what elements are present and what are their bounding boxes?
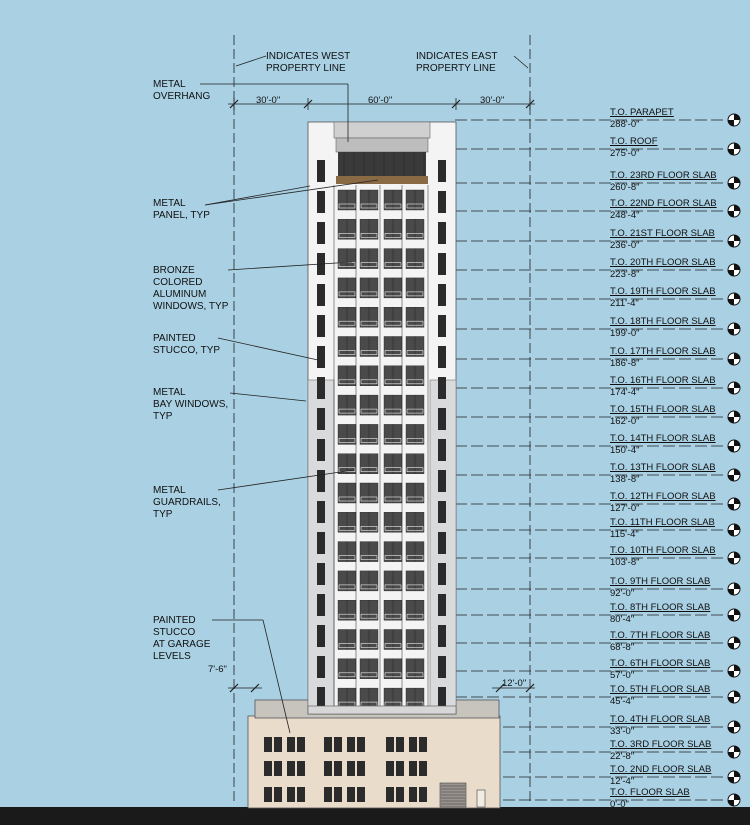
garage-window bbox=[274, 737, 282, 752]
level-marker bbox=[728, 293, 740, 305]
note-painted-stucco: PAINTED STUCCO, TYP bbox=[153, 333, 221, 356]
side-window bbox=[317, 594, 325, 616]
side-window bbox=[317, 532, 325, 554]
garage-window bbox=[419, 787, 427, 802]
level-marker-quadrant bbox=[734, 353, 740, 359]
garage-window bbox=[297, 737, 305, 752]
side-window bbox=[317, 656, 325, 678]
garage-window bbox=[274, 761, 282, 776]
garage-window bbox=[297, 761, 305, 776]
level-marker bbox=[728, 177, 740, 189]
level-name: T.O. 15TH FLOOR SLAB bbox=[610, 404, 716, 415]
east-property-line-note: INDICATES EAST PROPERTY LINE bbox=[416, 51, 498, 74]
side-window bbox=[438, 222, 446, 244]
side-window bbox=[438, 532, 446, 554]
level-name: T.O. 12TH FLOOR SLAB bbox=[610, 491, 716, 502]
level-elevation: 127'-0" bbox=[610, 503, 640, 514]
level-name: T.O. 4TH FLOOR SLAB bbox=[610, 714, 711, 725]
level-marker-quadrant bbox=[728, 183, 734, 189]
side-window bbox=[317, 191, 325, 213]
level-marker bbox=[728, 440, 740, 452]
side-window bbox=[438, 284, 446, 306]
level-marker bbox=[728, 524, 740, 536]
level-marker bbox=[728, 721, 740, 733]
level-name: T.O. 3RD FLOOR SLAB bbox=[610, 739, 712, 750]
east-property-line-leader bbox=[514, 56, 528, 68]
garage-window bbox=[287, 737, 295, 752]
garage-window bbox=[409, 761, 417, 776]
level-marker-quadrant bbox=[728, 643, 734, 649]
level-marker bbox=[728, 609, 740, 621]
garage-window bbox=[264, 787, 272, 802]
level-marker bbox=[728, 665, 740, 677]
leader-metal-bay-windows bbox=[230, 393, 306, 401]
leader-metal-panel bbox=[205, 186, 310, 205]
level-marker-quadrant bbox=[728, 752, 734, 758]
level-marker-quadrant bbox=[728, 446, 734, 452]
level-elevation: 68'-8" bbox=[610, 642, 635, 653]
level-marker bbox=[728, 637, 740, 649]
level-name: T.O. 17TH FLOOR SLAB bbox=[610, 346, 716, 357]
level-elevation: 150'-4" bbox=[610, 445, 640, 456]
side-window bbox=[317, 439, 325, 461]
side-window bbox=[438, 346, 446, 368]
level-name: T.O. 2ND FLOOR SLAB bbox=[610, 764, 712, 775]
note-stucco-garage: PAINTED STUCCO AT GARAGE LEVELS bbox=[153, 615, 211, 662]
level-marker bbox=[728, 235, 740, 247]
level-elevation: 275'-0" bbox=[610, 148, 640, 159]
garage-window bbox=[396, 787, 404, 802]
side-window bbox=[438, 625, 446, 647]
level-elevation: 260'-8" bbox=[610, 182, 640, 193]
level-marker bbox=[728, 469, 740, 481]
level-marker-quadrant bbox=[734, 293, 740, 299]
garage-window bbox=[264, 761, 272, 776]
level-marker-quadrant bbox=[728, 388, 734, 394]
side-window bbox=[317, 501, 325, 523]
level-marker bbox=[728, 583, 740, 595]
level-marker-quadrant bbox=[728, 615, 734, 621]
level-marker-quadrant bbox=[728, 727, 734, 733]
level-name: T.O. 7TH FLOOR SLAB bbox=[610, 630, 711, 641]
level-elevation: 223'-8" bbox=[610, 269, 640, 280]
side-window bbox=[317, 408, 325, 430]
side-window bbox=[438, 501, 446, 523]
crown-windows bbox=[338, 152, 426, 176]
side-window bbox=[438, 563, 446, 585]
level-marker-quadrant bbox=[734, 691, 740, 697]
level-name: T.O. 6TH FLOOR SLAB bbox=[610, 658, 711, 669]
level-marker-quadrant bbox=[734, 143, 740, 149]
level-marker bbox=[728, 771, 740, 783]
side-window bbox=[317, 222, 325, 244]
level-marker-quadrant bbox=[734, 440, 740, 446]
level-marker-quadrant bbox=[728, 777, 734, 783]
level-marker-quadrant bbox=[728, 211, 734, 217]
side-window bbox=[317, 315, 325, 337]
level-marker-quadrant bbox=[728, 120, 734, 126]
level-elevation: 103'-8" bbox=[610, 557, 640, 568]
side-window bbox=[438, 439, 446, 461]
level-marker-quadrant bbox=[734, 498, 740, 504]
level-marker-quadrant bbox=[728, 359, 734, 365]
ground bbox=[0, 807, 750, 825]
garage-window bbox=[287, 787, 295, 802]
level-elevation: 22'-8" bbox=[610, 751, 635, 762]
level-marker-quadrant bbox=[734, 721, 740, 727]
side-window bbox=[317, 284, 325, 306]
level-elevation: 162'-0" bbox=[610, 416, 640, 427]
level-name: T.O. 22ND FLOOR SLAB bbox=[610, 198, 717, 209]
side-window bbox=[438, 315, 446, 337]
west-podium-dimension: 7'-6" bbox=[208, 664, 227, 675]
garage-window bbox=[419, 761, 427, 776]
level-elevation: 138'-8" bbox=[610, 474, 640, 485]
garage-window bbox=[324, 787, 332, 802]
level-marker bbox=[728, 114, 740, 126]
level-marker-quadrant bbox=[728, 697, 734, 703]
level-marker-quadrant bbox=[728, 270, 734, 276]
level-marker-quadrant bbox=[728, 417, 734, 423]
level-marker-quadrant bbox=[734, 235, 740, 241]
level-elevation: 0'-0" bbox=[610, 799, 629, 810]
level-name: T.O. 8TH FLOOR SLAB bbox=[610, 602, 711, 613]
level-marker-quadrant bbox=[728, 299, 734, 305]
level-elevation: 12'-4" bbox=[610, 776, 635, 787]
level-marker-quadrant bbox=[728, 329, 734, 335]
garage-window bbox=[386, 737, 394, 752]
side-window bbox=[317, 346, 325, 368]
level-elevation: 199'-0" bbox=[610, 328, 640, 339]
garage-window bbox=[324, 737, 332, 752]
level-marker bbox=[728, 382, 740, 394]
side-window bbox=[438, 191, 446, 213]
level-marker bbox=[728, 552, 740, 564]
level-name: T.O. 21ST FLOOR SLAB bbox=[610, 228, 715, 239]
level-marker-quadrant bbox=[734, 264, 740, 270]
level-marker bbox=[728, 143, 740, 155]
level-marker-quadrant bbox=[734, 609, 740, 615]
west-property-line-note: INDICATES WEST PROPERTY LINE bbox=[266, 51, 351, 74]
east-podium-dimension: 12'-0" bbox=[502, 678, 527, 689]
level-marker bbox=[728, 411, 740, 423]
level-marker bbox=[728, 746, 740, 758]
side-window bbox=[438, 656, 446, 678]
east-setback-dimension: 30'-0" bbox=[480, 95, 505, 106]
level-name: T.O. 14TH FLOOR SLAB bbox=[610, 433, 716, 444]
level-marker-quadrant bbox=[728, 149, 734, 155]
level-elevation: 186'-8" bbox=[610, 358, 640, 369]
level-marker-quadrant bbox=[728, 800, 734, 806]
level-marker-quadrant bbox=[728, 530, 734, 536]
level-elevation: 80'-4" bbox=[610, 614, 635, 625]
tower-width-dimension: 60'-0" bbox=[368, 95, 393, 106]
level-marker-quadrant bbox=[728, 589, 734, 595]
garage-window bbox=[386, 761, 394, 776]
garage-window bbox=[347, 737, 355, 752]
garage-window bbox=[324, 761, 332, 776]
level-marker bbox=[728, 794, 740, 806]
level-name: T.O. 5TH FLOOR SLAB bbox=[610, 684, 711, 695]
level-name: T.O. 20TH FLOOR SLAB bbox=[610, 257, 716, 268]
level-name: T.O. 9TH FLOOR SLAB bbox=[610, 576, 711, 587]
level-name: T.O. ROOF bbox=[610, 136, 658, 147]
level-name: T.O. 19TH FLOOR SLAB bbox=[610, 286, 716, 297]
level-marker bbox=[728, 205, 740, 217]
level-marker bbox=[728, 498, 740, 510]
level-marker-quadrant bbox=[734, 411, 740, 417]
level-marker-quadrant bbox=[734, 205, 740, 211]
level-marker-quadrant bbox=[734, 746, 740, 752]
level-name: T.O. 13TH FLOOR SLAB bbox=[610, 462, 716, 473]
level-marker-quadrant bbox=[728, 558, 734, 564]
garage-window bbox=[264, 737, 272, 752]
tower-canopy bbox=[308, 706, 456, 714]
level-elevation: 92'-0" bbox=[610, 588, 635, 599]
garage-window bbox=[357, 761, 365, 776]
level-marker-quadrant bbox=[728, 504, 734, 510]
west-property-line-leader bbox=[236, 56, 266, 66]
level-marker bbox=[728, 353, 740, 365]
level-marker-quadrant bbox=[728, 241, 734, 247]
level-marker-quadrant bbox=[734, 177, 740, 183]
garage-window bbox=[357, 787, 365, 802]
garage-window bbox=[409, 787, 417, 802]
garage-window bbox=[396, 737, 404, 752]
service-door bbox=[477, 790, 485, 807]
level-elevation: 288'-0" bbox=[610, 119, 640, 130]
level-marker bbox=[728, 264, 740, 276]
garage-window bbox=[386, 787, 394, 802]
note-metal-overhang: METAL OVERHANG bbox=[153, 79, 211, 102]
level-name: T.O. 11TH FLOOR SLAB bbox=[610, 517, 715, 528]
side-window bbox=[317, 377, 325, 399]
garage-window bbox=[334, 737, 342, 752]
level-name: T.O. 10TH FLOOR SLAB bbox=[610, 545, 716, 556]
side-window bbox=[438, 377, 446, 399]
level-name: T.O. 18TH FLOOR SLAB bbox=[610, 316, 716, 327]
level-marker-quadrant bbox=[734, 665, 740, 671]
west-setback-dimension: 30'-0" bbox=[256, 95, 281, 106]
side-window bbox=[438, 408, 446, 430]
metal-overhang bbox=[336, 138, 428, 152]
level-elevation: 57'-0" bbox=[610, 670, 635, 681]
side-window bbox=[317, 625, 325, 647]
side-window bbox=[438, 470, 446, 492]
level-elevation: 45'-4" bbox=[610, 696, 635, 707]
metal-panel-band bbox=[336, 176, 428, 184]
side-window bbox=[317, 563, 325, 585]
level-marker-quadrant bbox=[734, 583, 740, 589]
level-name: T.O. 23RD FLOOR SLAB bbox=[610, 170, 717, 181]
side-window bbox=[317, 160, 325, 182]
garage-window bbox=[334, 787, 342, 802]
side-window bbox=[438, 253, 446, 275]
level-marker-quadrant bbox=[734, 552, 740, 558]
level-marker bbox=[728, 691, 740, 703]
level-marker-quadrant bbox=[728, 475, 734, 481]
garage-window bbox=[334, 761, 342, 776]
level-marker-quadrant bbox=[734, 794, 740, 800]
leader-painted-stucco bbox=[218, 338, 318, 360]
level-elevation: 115'-4" bbox=[610, 529, 639, 540]
level-name: T.O. 16TH FLOOR SLAB bbox=[610, 375, 716, 386]
garage-window bbox=[347, 787, 355, 802]
level-marker-quadrant bbox=[734, 637, 740, 643]
side-window bbox=[438, 594, 446, 616]
garage-window bbox=[347, 761, 355, 776]
side-window bbox=[438, 160, 446, 182]
level-marker-quadrant bbox=[734, 323, 740, 329]
level-elevation: 33'-0" bbox=[610, 726, 635, 737]
garage-window bbox=[287, 761, 295, 776]
level-marker bbox=[728, 323, 740, 335]
garage-window bbox=[396, 761, 404, 776]
garage-window bbox=[357, 737, 365, 752]
level-marker-quadrant bbox=[734, 771, 740, 777]
side-window bbox=[317, 470, 325, 492]
garage-window bbox=[274, 787, 282, 802]
note-metal-panel: METAL PANEL, TYP bbox=[153, 198, 210, 221]
level-marker-quadrant bbox=[734, 382, 740, 388]
garage-window bbox=[409, 737, 417, 752]
level-marker-quadrant bbox=[734, 469, 740, 475]
note-bronze-windows: BRONZE COLORED ALUMINUM WINDOWS, TYP bbox=[153, 265, 229, 312]
level-elevation: 248'-4" bbox=[610, 210, 640, 221]
level-elevation: 211'-4" bbox=[610, 298, 639, 309]
level-elevation: 236'-0" bbox=[610, 240, 640, 251]
level-marker-quadrant bbox=[734, 114, 740, 120]
level-marker-quadrant bbox=[728, 671, 734, 677]
level-name: T.O. PARAPET bbox=[610, 107, 674, 118]
garage-window bbox=[419, 737, 427, 752]
level-elevation: 174'-4" bbox=[610, 387, 640, 398]
level-marker-quadrant bbox=[734, 524, 740, 530]
level-name: T.O. FLOOR SLAB bbox=[610, 787, 690, 798]
note-metal-guardrails: METAL GUARDRAILS, TYP bbox=[153, 485, 221, 520]
garage-window bbox=[297, 787, 305, 802]
note-metal-bay-windows: METAL BAY WINDOWS, TYP bbox=[153, 387, 229, 422]
